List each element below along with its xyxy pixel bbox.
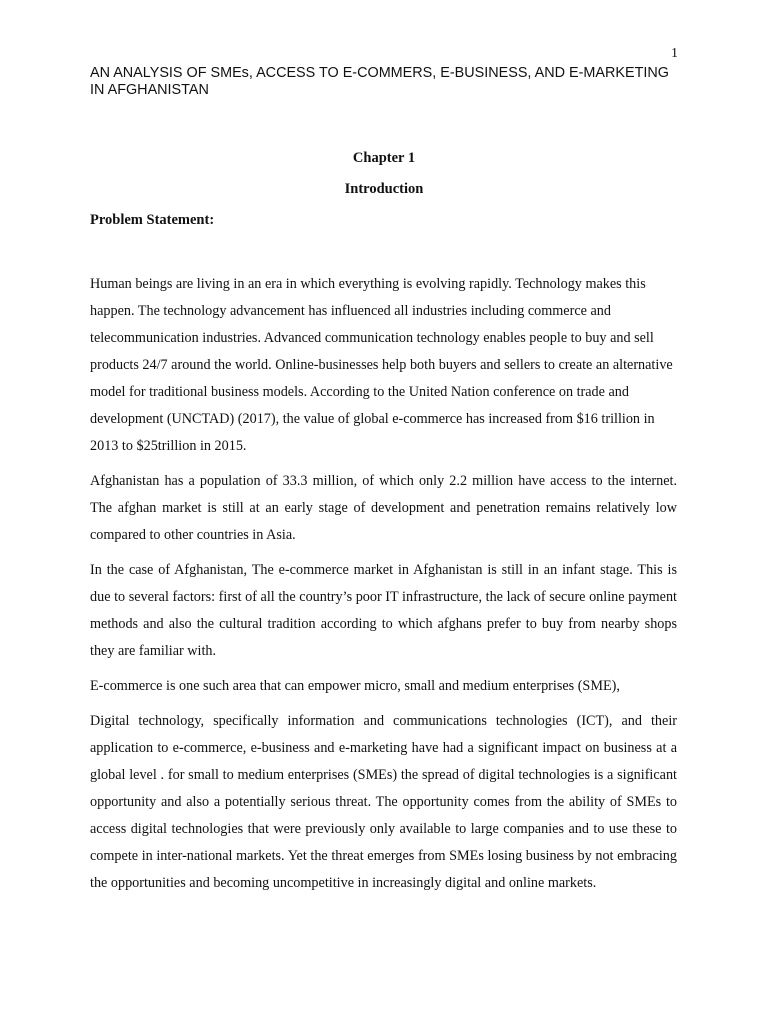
document-title: AN ANALYSIS OF SMEs, ACCESS TO E-COMMERS, E-BUSINESS, AND E-MARKETING IN AFGHANISTAN <box>90 65 669 98</box>
chapter-title: Introduction <box>344 181 424 197</box>
paragraph-afghanistan-population: Afghanistan has a population of 33.3 million, of which only 2.2 million have access to the internet. The afghan market is still at an early stage of development and penetration remains relatively low compared to other countries in Asia. <box>90 473 677 543</box>
section-heading: Problem Statement: <box>90 212 215 228</box>
body-text <box>90 271 677 905</box>
paragraph-digital-technology: Digital technology, specifically information and communications technologies (ICT), and their application to e-commerce, e-business and e-marketing have had a significant impact on business at a global level . for small to medium enterprises (SMEs) the spread of digital technologies is a significant opportunity and also a potentially serious threat. The opportunity comes from the ability of SMEs to access digital technologies that were previously only available to large companies and to use these to compete in inter-national markets. Yet the threat emerges from SMEs losing business by not embracing the opportunities and becoming uncompetitive in increasingly digital and online markets. <box>90 713 677 891</box>
paragraph-ecommerce-infant-stage: In the case of Afghanistan, The e-commerce market in Afghanistan is still in an infant stage. This is due to several factors: first of all the country’s poor IT infrastructure, the lack of secure online payment methods and also the cultural tradition according to which afghans prefer to buy from nearby shops they are familiar with. <box>90 562 677 659</box>
chapter-label: Chapter 1 <box>352 150 416 166</box>
paragraph-technology-era: Human beings are living in an era in which everything is evolving rapidly. Technology makes this happen. The technology advancement has influenced all industries including commerce and telecommunication industries. Advanced communication technology enables people to buy and sell products 24/7 around the world. Online-businesses help both buyers and sellers to create an alternative model for traditional business models. According to the United Nation conference on trade and development (UNCTAD) (2017), the value of global e-commerce has increased from $16 trillion in 2013 to $25trillion in 2015. <box>90 276 673 454</box>
page-number: 1 <box>671 46 678 61</box>
paragraph-sme-empowerment: E-commerce is one such area that can empower micro, small and medium enterprises (SME), <box>90 678 620 694</box>
